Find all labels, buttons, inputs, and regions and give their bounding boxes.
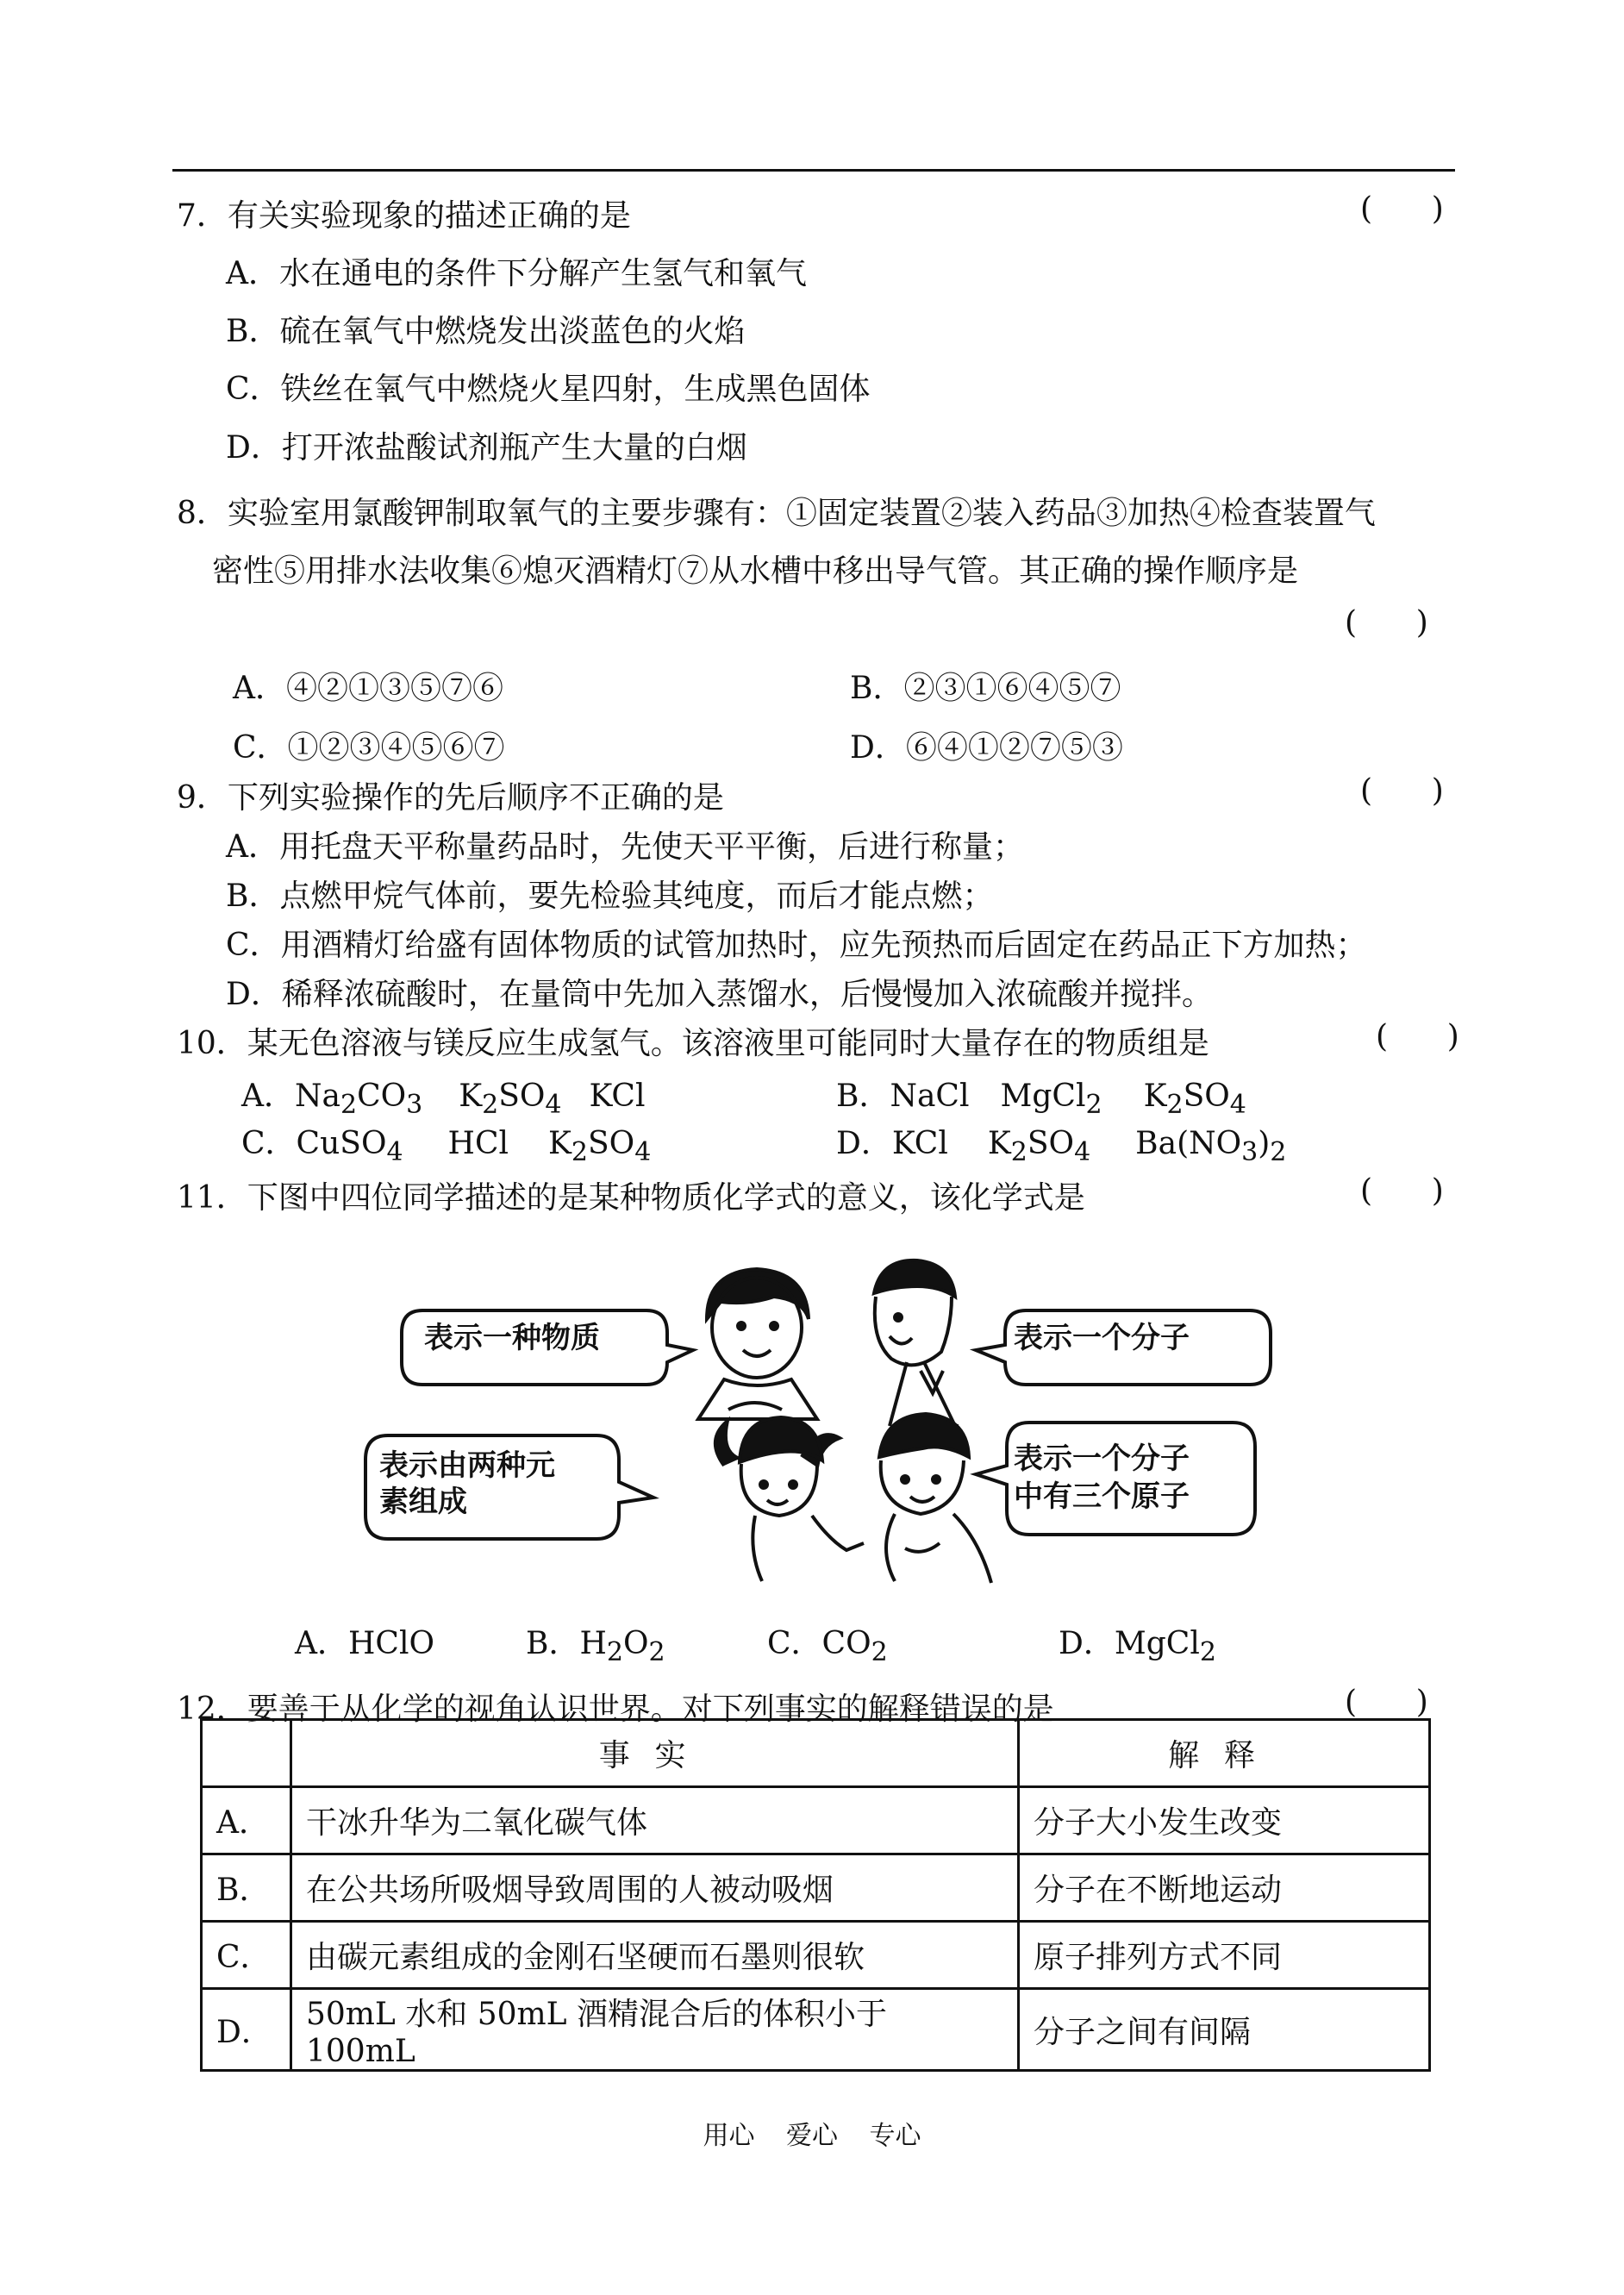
formula-co2: $CO_2$ bbox=[821, 1626, 888, 1668]
formula-k2so4: $K_2SO_4$ bbox=[1143, 1079, 1246, 1121]
q10-option-c bbox=[241, 1119, 651, 1167]
q10-option-d bbox=[836, 1119, 1286, 1167]
table-row bbox=[202, 1989, 1430, 2071]
row-fact: 在公共场所吸烟导致周围的人被动吸烟 bbox=[290, 1854, 1018, 1922]
q8-stem-line1: 8．实验室用氯酸钾制取氧气的主要步骤有：①固定装置②装入药品③加热④检查装置气 bbox=[177, 496, 1376, 531]
table-row bbox=[202, 1854, 1430, 1922]
table-header-explain: 解释 bbox=[1019, 1720, 1430, 1787]
q8-option-a: A．④②①③⑤⑦⑥ bbox=[233, 671, 503, 706]
q12-answer-paren[interactable]: ( ) bbox=[1345, 1685, 1428, 1720]
q10-option-b bbox=[836, 1072, 1246, 1120]
q7-stem: 7．有关实验现象的描述正确的是 bbox=[177, 198, 631, 234]
bubble-text-bottom-right-line1: 表示一个分子 bbox=[1014, 1441, 1190, 1476]
formula-mgcl2: MgCl$_2$ bbox=[1000, 1079, 1102, 1121]
q10-answer-paren[interactable]: ( ) bbox=[1376, 1019, 1459, 1054]
bubble-text-bottom-left-line2: 素组成 bbox=[379, 1485, 467, 1519]
bubble-text-bottom-left-line1: 表示由两种元 bbox=[379, 1448, 555, 1483]
q10-option-c-label: C． bbox=[241, 1126, 297, 1161]
formula-k2so4: $K_2SO_4$ bbox=[459, 1079, 562, 1121]
q11-stem: 11．下图中四位同学描述的是某种物质化学式的意义，该化学式是 bbox=[177, 1180, 1085, 1216]
q11-option-d-label: D． bbox=[1059, 1626, 1115, 1661]
table-row bbox=[202, 1922, 1430, 1989]
formula-na2co3: $Na_2CO_3$ bbox=[295, 1079, 423, 1121]
row-explain: 原子排列方式不同 bbox=[1019, 1922, 1430, 1989]
table-header-row bbox=[202, 1720, 1430, 1787]
bubble-text-top-right: 表示一个分子 bbox=[1014, 1321, 1190, 1355]
formula-nacl: NaCl bbox=[890, 1079, 970, 1114]
q11-option-a-label: A． bbox=[295, 1626, 348, 1661]
q10-option-a-label: A． bbox=[241, 1079, 295, 1114]
formula-k2so4: $K_2SO_4$ bbox=[548, 1126, 652, 1168]
q11-option-c bbox=[767, 1619, 888, 1667]
q9-stem: 9．下列实验操作的先后顺序不正确的是 bbox=[177, 780, 724, 816]
formula-k2so4: $K_2SO_4$ bbox=[987, 1126, 1091, 1168]
bubble-text-bottom-right-line2: 中有三个原子 bbox=[1014, 1479, 1190, 1514]
formula-kcl: KCl bbox=[589, 1079, 646, 1114]
q7-answer-paren[interactable]: ( ) bbox=[1360, 191, 1444, 227]
formula-ba-no3-2: $Ba(NO_3)_2$ bbox=[1135, 1126, 1287, 1168]
q8-stem-line2: 密性⑤用排水法收集⑥熄灭酒精灯⑦从水槽中移出导气管。其正确的操作顺序是 bbox=[212, 553, 1299, 589]
page-footer: 用心 爱心 专心 bbox=[703, 2121, 921, 2151]
q10-option-d-label: D． bbox=[836, 1126, 892, 1161]
table-header-empty bbox=[202, 1720, 291, 1787]
formula-kcl: KCl bbox=[891, 1126, 948, 1161]
q10-option-a bbox=[241, 1072, 646, 1120]
q7-option-d: D．打开浓盐酸试剂瓶产生大量的白烟 bbox=[226, 430, 747, 466]
q11-option-b bbox=[526, 1619, 665, 1667]
q11-option-d bbox=[1059, 1619, 1216, 1667]
row-label: C． bbox=[202, 1922, 291, 1989]
bubble-text-top-left: 表示一种物质 bbox=[424, 1321, 600, 1355]
q7-option-c: C．铁丝在氧气中燃烧火星四射，生成黑色固体 bbox=[226, 372, 871, 407]
q9-option-d: D．稀释浓硫酸时，在量筒中先加入蒸馏水，后慢慢加入浓硫酸并搅拌。 bbox=[226, 977, 1213, 1012]
row-label: B． bbox=[202, 1854, 291, 1922]
q10-option-b-label: B． bbox=[836, 1079, 890, 1114]
q11-answer-paren[interactable]: ( ) bbox=[1360, 1173, 1444, 1209]
student-boy-bottom-icon bbox=[879, 1414, 991, 1583]
row-label: D． bbox=[202, 1989, 291, 2071]
table-header-fact: 事实 bbox=[290, 1720, 1018, 1787]
header-rule bbox=[172, 169, 1455, 172]
q8-option-d: D．⑥④①②⑦⑤③ bbox=[850, 730, 1123, 766]
formula-hcl: HCl bbox=[447, 1126, 509, 1161]
q8-option-c: C．①②③④⑤⑥⑦ bbox=[233, 730, 505, 766]
row-explain: 分子大小发生改变 bbox=[1019, 1787, 1430, 1854]
q9-option-a: A．用托盘天平称量药品时，先使天平平衡，后进行称量； bbox=[226, 829, 1024, 865]
q12-stem: 12．要善于从化学的视角认识世界。对下列事实的解释错误的是 bbox=[177, 1692, 1054, 1727]
formula-mgcl2: MgCl$_2$ bbox=[1114, 1626, 1216, 1668]
q11-option-b-label: B． bbox=[526, 1626, 580, 1661]
facts-table bbox=[200, 1718, 1431, 2072]
q9-option-b: B．点燃甲烷气体前，要先检验其纯度，而后才能点燃； bbox=[226, 879, 994, 914]
formula-h2o2: $H_2O_2$ bbox=[579, 1626, 665, 1668]
row-fact: 由碳元素组成的金刚石坚硬而石墨则很软 bbox=[290, 1922, 1018, 1989]
q10-stem: 10．某无色溶液与镁反应生成氢气。该溶液里可能同时大量存在的物质组是 bbox=[177, 1026, 1209, 1061]
student-girl-bottom-icon bbox=[715, 1417, 864, 1581]
row-fact: 50mL 水和 50mL 酒精混合后的体积小于 100mL bbox=[290, 1989, 1018, 2071]
table-row bbox=[202, 1787, 1430, 1854]
students-illustration bbox=[362, 1241, 1276, 1586]
row-explain: 分子在不断地运动 bbox=[1019, 1854, 1430, 1922]
formula-hclo: HClO bbox=[348, 1626, 434, 1661]
student-girl-top-icon bbox=[698, 1269, 817, 1419]
q11-option-a bbox=[295, 1619, 434, 1663]
q9-option-c: C．用酒精灯给盛有固体物质的试管加热时，应先预热而后固定在药品正下方加热； bbox=[226, 928, 1367, 963]
formula-cuso4: CuSO$_4$ bbox=[296, 1126, 403, 1168]
q8-answer-paren[interactable]: ( ) bbox=[1345, 605, 1428, 641]
q8-option-b: B．②③①⑥④⑤⑦ bbox=[850, 671, 1121, 706]
row-explain: 分子之间有间隔 bbox=[1019, 1989, 1430, 2071]
row-label: A． bbox=[202, 1787, 291, 1854]
row-fact: 干冰升华为二氧化碳气体 bbox=[290, 1787, 1018, 1854]
q11-option-c-label: C． bbox=[767, 1626, 822, 1661]
q7-option-b: B．硫在氧气中燃烧发出淡蓝色的火焰 bbox=[226, 314, 746, 349]
q9-answer-paren[interactable]: ( ) bbox=[1360, 773, 1444, 809]
student-boy-top-icon bbox=[874, 1260, 959, 1426]
q7-option-a: A．水在通电的条件下分解产生氢气和氧气 bbox=[226, 256, 807, 291]
